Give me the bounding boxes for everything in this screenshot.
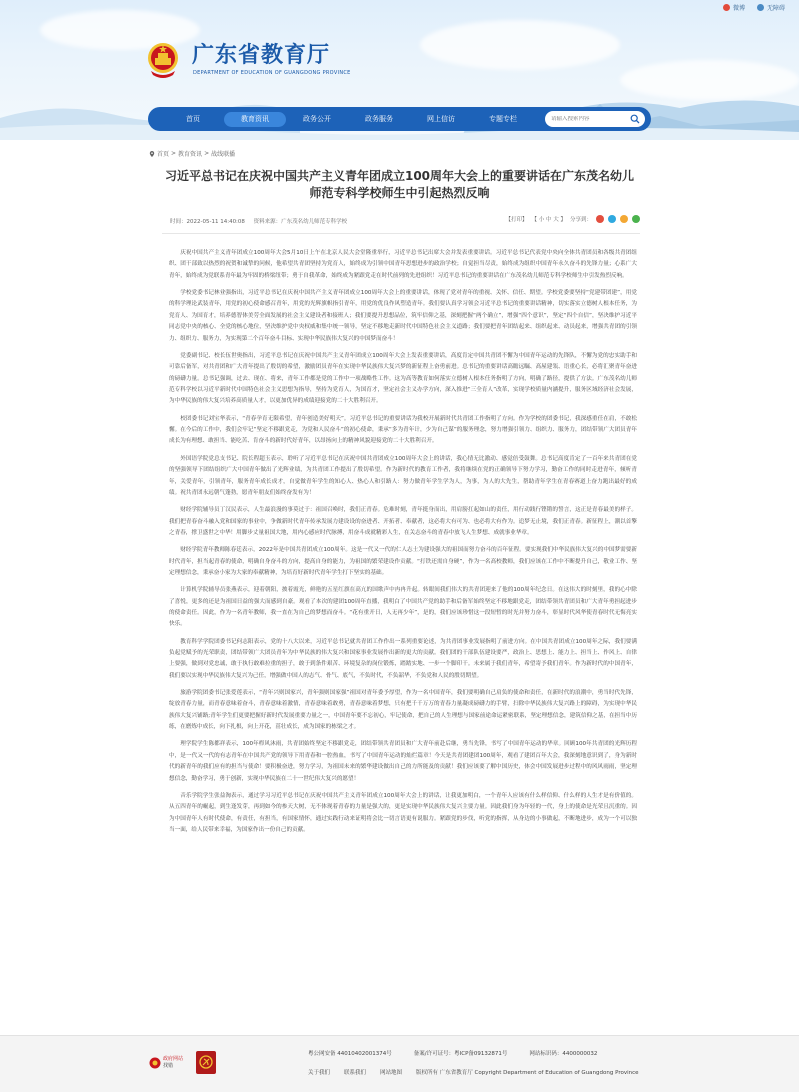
breadcrumb-separator: > [204, 150, 210, 157]
badge-line1: 政府网站 [163, 1056, 184, 1062]
accessible-link[interactable]: 无障碍 [757, 3, 785, 12]
breadcrumb [149, 149, 235, 158]
nav-gov-services[interactable]: 政务服务 [365, 114, 393, 123]
search-icon[interactable] [630, 114, 640, 124]
nav-special-topics[interactable]: 专题专栏 [489, 114, 517, 123]
site-title[interactable]: 广东省教育厅 [192, 43, 331, 68]
accessibility-icon [757, 4, 764, 11]
article-paragraph: 教育科学学院团委书记何志阳表示，党的十八大以来，习近平总书记就共青团工作作出一系列重要论述，为共青团事业发展指明了前进方向。在中国共青团成立100周年之际，我们要满负起党赋予的光荣职责，团结带领广大团员青年为中华民族的伟大复兴和国家事业发展作出新的更大的贡献。我们团的干部队伍建设要严，政治上、思想上、能力上、担当上、作风上、自律上要强，做到对党忠诚，敢于执行敢难拉重的担子，敢于到条件艰苦、环境复杂的岗位锻炼，踏踏实地、一步一个脚印干。未来属于我们青年，希望寄予我们青年。作为新时代的中国青年，我们要以实现中华民族伟大复兴为己任，增强做中国人的志气、骨气、底气，不负时代，不负韶华，不负党和人民的殷切期望。 [169, 638, 637, 679]
article-paragraph: 音乐学院学生张益淘表示，通过学习习近平总书记在庆祝中国共产主义青年团成立100周年大会上的讲话，让我更加明白，一个青年人应该有什么样信仰、什么样的人生才是有价值的。从五四青年的崛起，到生逢发芽，再到如今的参天大树，无不体现着青春的力量是强大的，更是实现中华民族伟大复兴主要力量。因此我们身为年轻的一代，身上的使命是光荣且沉重的。因为中国青年人有时代使命，有责任，有担当，有国家情怀，通过实践行动来证明将会比一切言语更有说服力。紧跟党的步伐，听党的指挥，从身边的小事做起，不断地进步，成为一个可以独当一面，给人民带来幸福，为国家作出一份自己的贡献。 [169, 792, 637, 834]
weibo-share-icon[interactable] [596, 215, 604, 223]
article-paragraph: 财经学院辅导员丁汉民表示，人生最浪漫的事莫过于：祖国召唤时，我们正青春。危难时刻，青年挺身而出，用肩膀扛起如山的责任，用行动践行铿锵的誓言，这正是青春最美的样子。我们把青春奋斗融入党和国家的事业中，争做新时代青年传承发展力建设设的奋进者、开拓者、奉献者，这必将大有可为、也必将大有作为。追梦无止境，我们正青春。新征程上，潮以首擎之青春，撑卫盛世之中华！用脚步丈量祖国大地，用内心感应时代脉搏，用奋斗成就精彩人生，在关志奋斗的青春中放飞人生梦想、成就事业华章。 [169, 507, 637, 536]
qq-share-icon[interactable] [620, 215, 628, 223]
print-button[interactable]: 【打印】 [505, 217, 528, 223]
police-record[interactable]: 粤公网安备 44010402001374号 [308, 1051, 392, 1057]
article-paragraph: 计算机学院辅导员张燕表示，迎着朝阳，披着霞光，鲜艳的五星红旗在高亢的国歌声中冉冉升起。转眼间我们伟大的共青团迎来了他的100周年纪念日。在这伟大的时刻里，我的心中除了喜悦，更多的还是为祖国日益的强大而感到自豪。观看了本次的建团100周年直播，我明白了中国共产党的助手和后备军始终坚定不移地跟党走，团结带领共青团员和广大青年勇担起进步的使命责任。因此，作为一名青年教师，我一直在为自己的梦想而奋斗。“花有重开日，人无再少年”，是的，我们应该珍惜这一段短暂的时光并努力奋斗，彰显时代风华使青春时代无悔亮实快乐。 [169, 587, 637, 628]
main-nav [148, 107, 651, 131]
article-paragraph: 校团委书记刘宝华表示，“青春孕育无限希望，青年创造美好明天”。习近平总书记的重要讲话为我校开展新时代共青团工作指明了方向。作为学校的团委书记，我深感重任在肩，不敢松懈。在今后的工作中，我们会牢记“坚定不移跟党走，为党和人民奋斗”的初心使命，秉承“多为青年计，少为自己谋”的服务理念，努力增强引领力、组织力、服务力，团结带领广大团员青年成长为有理想、敢担当、能吃苦、肯奋斗的新时代好青年，以昂扬向上的精神风貌迎接党的二十大胜利召开。 [169, 415, 637, 445]
contact-us-link[interactable]: 联系我们 [344, 1070, 367, 1076]
article-paragraph: 财经学院青年教师陈春廷表示，2022年是中国共青团成立100周年。这是一代又一代的仁人志士为建设强大的祖国而努力奋斗的百年征程。要实现我们中华民族伟大复兴的中国梦需要新时代青年，担当起青春的使命，明确自身奋斗的方向，提高自身的能力，为祖国的繁荣建设作贡献。“打铁还需自身硬”，作为一名高校教师，我们应该在工作中不断提升自己，敬业工作、坚定理想信念，秉承奋小家为大家的奉献精神，为培育好新时代青年学生打下坚实的基础。 [169, 547, 637, 576]
article-paragraph: 外国语学院党总支书记、院长程超玉表示，聆听了习近平总书记在庆祝中国共青团成立100周年大会上的讲话，我心情无比激动、感觉倍受鼓舞。总书记高度肯定了一百年来共青团在党的坚强领导下团结组织广大中国青年做出了光辉业绩，为共青团工作提出了殷切希望。作为新时代的教育工作者，我将继续在党的正确领导下努力学习，勤奋工作的同时走进青年，倾听青年，关爱青年，引领青年，服务青年成长成才，自觉做青年学生的知心人、热心人和引路人：努力做青年学生学为人，为事，为人的大先生，帮助青年学生在青春赛道上奋力跑出最好的成绩。祝共青团永远朝气蓬勃，愿青年朋友们始终奋发有为！ [169, 455, 637, 496]
font-size-switch[interactable]: 【 小 中 大 】 [531, 217, 566, 223]
qzone-share-icon[interactable] [608, 215, 616, 223]
nav-online-petition[interactable]: 网上信访 [427, 114, 455, 123]
article-paragraph: 庆祝中国共产主义青年团成立100周年大会5月10日上午在北京人民大会堂隆重举行，习近平总书记出席大会并发表重要讲话。习近平总书记代表党中央向全体共青团员和各级共青团组织、团干部致以热烈的祝贺和诚挚的问候，他希望共青团坚持为党育人，始终成为引领中国青年思想进步的政治学校；自觉担当尽责，始终成为组织中国青年永久奋斗的先锋力量；心系广大青年，始终成为党联系青年最为牢固的桥梁纽带；勇于自我革命，始终成为紧跟党走在时代前列的先进组织！习近平总书记的重要讲话在广东茂名幼儿师范专科学校师生中引发热烈反响。 [169, 250, 637, 279]
article-paragraph: 学校党委书记林业强指出，习近平总书记在庆祝中国共产主义青年团成立100周年大会上的重要讲话，体现了党对青年的重视、关怀、信任、期望。学校党委要坚持“党建带团建”，用党的科学理论武装青年，用党的初心使命感召青年，用党的光辉旗帜指引青年，用党的优良作风塑造青年。我们要认真学习领会习近平总书记的重要讲话精神，切实落实立德树人根本任务，为党育人、为国育才，培养德智体美劳全面发展的社会主义建设者和接班人；我们要提升思想品位，筑牢信仰之基，深刻把握“两个确立”，增强“四个意识”，坚定“四个自信”，坚决维护习近平同志党中央的核心、全党的核心地位，坚决维护党中央权威和集中统一领导，坚定不移地走新时代中国特色社会主义道路；我们要把青年团结起来、组织起来、动员起来，增强共青团的引领力、组织力、服务力，为实现第二个百年奋斗目标、实现中华民族伟大复兴的中国梦而奋斗！ [169, 290, 637, 342]
national-emblem-icon [145, 41, 181, 79]
top-links [723, 3, 785, 12]
site-subtitle: DEPARTMENT OF EDUCATION OF GUANGDONG PROVINCE [193, 70, 351, 76]
article-paragraph: 党委副书记、校长伍世奥指出，习近平总书记在庆祝中国共产主义青年团成立100周年大会上发表重要讲话，高度肯定中国共青团不懈为中国青年运动的先锋队，不懈为党的忠实助手和可靠后备军，对共青团和广大青年提出了殷切的希望，激励团员青年在实现中华民族伟大复兴梦的新征程上奋勇前进。总书记的重要讲话高瞻远瞩、高屋建瓴、语重心长，必将汇聚青年奋进的磅礴力量。总书记强调，过去、现在、将来，青年工作都是党的工作中一项战略性工作。这为高等教育如何落实立德树人根本任务指明了方向，明确了路径，提供了方法。广东茂名幼儿师范专科学校以习近平新时代中国特色社会主义思想为指导，坚持为党育人，为国育才，坚定社会主义办学方向，深入推进“三全育人”改革，实现学校质量内涵提升，服务区域经济社会发展，为中华民族的伟大复兴培养高质量人才，以更加优异的成绩迎接党的二十大胜利召开。 [169, 352, 637, 405]
footer-links [308, 1068, 639, 1076]
badge-line2: 找错 [163, 1063, 174, 1069]
sitemap-link[interactable]: 网站地图 [380, 1070, 403, 1076]
party-emblem-icon [196, 1051, 216, 1074]
footer-registration [308, 1049, 597, 1057]
icp-record[interactable]: 备案/许可证号：粤ICP备09132871号 [413, 1051, 508, 1057]
publish-time: 时间：2022-05-11 14:40:08 [170, 219, 245, 225]
copyright-text: 版权所有 广东省教育厅 Copyright Department of Education of Guangdong Province [416, 1070, 639, 1076]
divider [162, 233, 640, 234]
breadcrumb-frontline[interactable]: 战线联播 [211, 151, 236, 158]
breadcrumb-home[interactable]: 首页 [157, 151, 170, 158]
nav-gov-disclosure[interactable]: 政务公开 [303, 114, 331, 123]
site-code: 网站标识码：4400000032 [529, 1051, 598, 1057]
breadcrumb-separator: > [171, 150, 177, 157]
search-input[interactable] [551, 116, 629, 122]
page-footer [0, 1035, 799, 1092]
wechat-share-icon[interactable] [632, 215, 640, 223]
search-box [545, 111, 645, 127]
nav-home[interactable]: 首页 [186, 114, 200, 123]
breadcrumb-education-news[interactable]: 教育资讯 [178, 151, 203, 158]
article-paragraph: 理学院学生陈都祥表示，100年栉风沐雨，共青团始终坚定不移跟党走，团结带领共青团员和广大青年前赴后继，勇当先锋，书写了中国青年运动的华章。回顾100年共青团的光辉历程中，是一代又一代的有志青年在中国共产党的领导下用青春和一腔热血，书写了中国青年运动的灿烂篇章！今天是共青团建团100周年，观看了建团百年大会，我深刻地意识到了，身为新时代的新青年的我们应有的担当与使命！要积极奋进，努力学习，为祖国未来的繁华建设做出自己的力所能及的贡献！我们应该要了解中国历史，体会中国发展进步过程中的风风雨雨，坚定理想信念，勤奋学习，勇于创新，实现中华民族在二十一世纪伟大复兴的愿望！ [169, 741, 637, 782]
weibo-link[interactable]: 微博 [723, 3, 745, 12]
header-banner [0, 0, 799, 140]
about-us-link[interactable]: 关于我们 [308, 1070, 331, 1076]
nav-education-news[interactable]: 教育资讯 [224, 112, 286, 127]
article-source: 资料来源：广东茂名幼儿师范专科学校 [253, 219, 348, 225]
location-pin-icon [149, 151, 155, 157]
emblem-small-icon [149, 1057, 161, 1069]
party-gov-badge[interactable] [196, 1051, 216, 1074]
gov-site-error-report-badge[interactable] [149, 1055, 185, 1071]
article-paragraph: 旅游学院团委书记张爱莲表示，“青年兴则国家兴，青年强则国家强”祖国对青年委予厚望，作为一名中国青年，我们要明确自己肩负的使命和责任，在新时代的浪潮中，勇当时代先锋，绽放青春力量，而青春意味着奋斗，青春意味着激情，青春意味着敢勇，青春意味着梦想，只有把千千万万的青春力量凝成磅礴力的手臂，扫除中华民族伟大复兴路上的障碍，为实现中华民族伟大复兴铺路;青年学生们更要把握好新时代发展重要力量之一，中国青年要不忘初心，牢记使命，把自己的人生理想与国家前途命运紧密联系，坚定理想信念，建筑信仰之基，在担当中历练，在磨炼中成长，向下扎根，向上开花，茁壮成长，成为国家的栋梁之才。 [169, 689, 637, 731]
share-label: 分享到： [569, 217, 592, 223]
weibo-icon [723, 4, 730, 11]
article-title: 习近平总书记在庆祝中国共产主义青年团成立100周年大会上的重要讲话在广东茂名幼儿师范专科学校师生中引起热烈反响 [164, 169, 635, 200]
article-body [169, 248, 637, 842]
